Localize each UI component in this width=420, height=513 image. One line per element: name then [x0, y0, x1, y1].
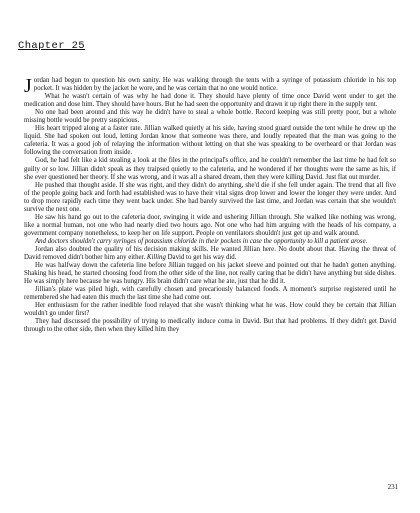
paragraph-7: He saw his hand go out to the cafeteria door, swinging it wide and ushering Jillian through. She walked like nothing was wrong, like a normal human, not one who had nearly died two hours ago. Not one who had him arguing with the heads of his company, a government company nonetheless, to keep her on life support. People on ventilators shouldn't just get up and walk around.: [24, 213, 396, 237]
paragraph-9: [24, 246, 396, 262]
paragraph-1: [24, 75, 396, 97]
paragraph-4: His heart tripped along at a faster rate. Jillian walked quietly at his side, having stood guard outside the tent while he drew up the liquid. She had spoken out loud, letting Jordan know that someone was there, and loudly repeated that the man was going to the cafeteria. It was a good job of relaying the information without letting on that she was speaking to be overheard or that Jordan was following the conversation from inside.: [24, 125, 396, 157]
chapter-body: [24, 77, 396, 335]
paragraph-9-start: Jordan also doubted the quality of his decision making skills. He wanted Jillian here. No doubt about that. Having the threat of David removed didn't bother him any either.: [24, 245, 396, 262]
paragraph-6: He pushed that thought aside. If she was right, and they didn't do anything, she'd die if she fell under again. The trend that all five of the people going back and forth had established was to have their vital signs drop lower and lower the longer they were under. And to drop more rapidly each time they went back under. She had barely survived the last time, and Jordan was certain that she wouldn't survive the next one.: [24, 181, 396, 213]
paragraph-3: No one had been around and this way he didn't have to steal a whole bottle. Record keeping was still pretty poor, but a whole missing bottle would be pretty suspicious.: [24, 109, 396, 125]
paragraph-9-emphasis: Killing: [146, 254, 166, 262]
paragraph-8-italic: And doctors shouldn't carry syringes of potassium chloride in their pockets in case the opportunity to kill a patient arose.: [35, 237, 368, 245]
paragraph-10: He was halfway down the cafeteria line before Jillian tugged on his jacket sleeve and pointed out that he hadn't gotten anything. Shaking his head, he started choosing food from the other side of the line, not really caring that he didn't have anything but side dishes. He was simply here because he was hungry. His brain didn't care what he ate, just that he did it.: [24, 262, 396, 286]
chapter-heading: Chapter 25: [18, 40, 86, 52]
paragraph-5: God, he had felt like a kid stealing a look at the files in the principal's office, and he couldn't remember the last time he had felt so guilty or so low. Jillian didn't speak as they traipsed quietly to the cafeteria, and he wondered if her thoughts were the same as his, if she ever questioned her theory. If she was wrong, and it was all a shared dream, then they were killing David. Just flat out murder.: [24, 157, 396, 181]
drop-cap: J: [24, 75, 32, 97]
paragraph-11: Jillian's plate was piled high, with carefully chosen and precariously balanced foods. A moment's surprise registered until he remembered she had eaten this much the last time she had come out.: [24, 286, 396, 302]
paragraph-9-end: David to get his way did.: [165, 254, 237, 262]
paragraph-12: Her enthusiasm for the rather inedible food relayed that she wasn't thinking what he was. How could they be certain that Jillian wouldn't go under first?: [24, 302, 396, 318]
page-number: 231: [387, 484, 398, 491]
paragraph-13: They had discussed the possibility of trying to medically induce coma in David. But that had problems. If they didn't get David through to the other side, then when they killed him they: [24, 318, 396, 334]
paragraph-2: What he wasn't certain of was why he had done it. They should have plenty of time once David went under to get the medication and dose him. They should have hours. But he had seen the opportunity and drawn it up right there in the supply tent.: [24, 93, 396, 109]
paragraph-1-text: ordan had begun to question his own sanity. He was walking through the tents with a syringe of potassium chloride in his top pocket. It was hidden by the jacket he wore, and he was certain that no one would notice.: [33, 77, 396, 93]
